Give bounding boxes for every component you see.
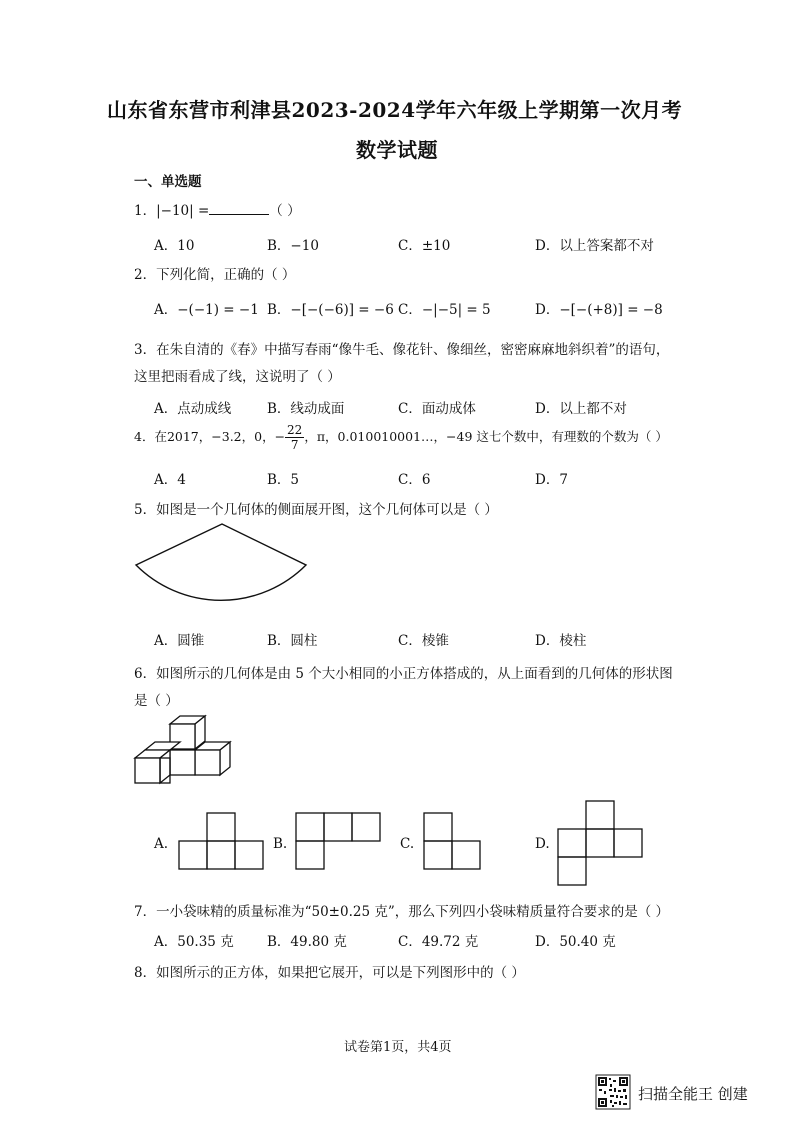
option-b-figure[interactable] <box>295 812 385 872</box>
question-stem: 如图是一个几何体的侧面展开图，这个几何体可以是（ ） <box>156 502 498 518</box>
option-c-figure[interactable] <box>423 812 485 872</box>
question-bracket: （ ） <box>269 203 301 219</box>
sector-figure <box>130 520 310 620</box>
page-title: 山东省东营市利津县2023-2024学年六年级上学期第一次月考 <box>107 98 683 122</box>
answer-blank[interactable] <box>209 202 269 215</box>
page-subtitle: 数学试题 <box>356 138 438 162</box>
option-b[interactable]: B．圆柱 <box>267 633 318 649</box>
option-d[interactable]: D．50.40 克 <box>535 934 616 950</box>
option-a[interactable]: A. <box>154 836 169 852</box>
qr-code-icon <box>596 1075 630 1109</box>
option-b[interactable]: B．−10 <box>267 238 319 254</box>
fraction-numerator: 22 <box>287 423 303 437</box>
question-stem-rest: ，π，0.010010001…，−49 这七个数中，有理数的个数为（ ） <box>304 429 668 444</box>
question-4 <box>134 422 668 452</box>
option-d[interactable]: D．棱柱 <box>535 633 587 649</box>
option-a[interactable]: A．10 <box>154 238 195 254</box>
option-d[interactable]: D．−[−(+8)] = −8 <box>535 302 663 318</box>
cube-stack-figure <box>130 714 240 794</box>
question-number: 5． <box>134 502 157 518</box>
question-number: 4． <box>134 429 155 444</box>
option-a[interactable]: A．4 <box>154 472 186 488</box>
option-c[interactable]: C．面动成体 <box>398 401 476 417</box>
question-stem: |−10| = <box>156 203 210 219</box>
option-c[interactable]: C. <box>400 836 415 852</box>
question-number: 2． <box>134 267 157 283</box>
option-c[interactable]: C．6 <box>398 472 431 488</box>
question-1 <box>134 199 301 219</box>
option-c[interactable]: C．−|−5| = 5 <box>398 302 491 318</box>
question-number: 1． <box>134 203 157 219</box>
option-d-figure[interactable] <box>557 800 647 890</box>
question-8 <box>134 961 525 981</box>
option-b[interactable]: B．49.80 克 <box>267 934 347 950</box>
question-number: 7． <box>134 904 157 920</box>
option-a[interactable]: A．−(−1) = −1 <box>154 302 259 318</box>
question-number: 6． <box>134 666 157 682</box>
question-5 <box>134 498 498 518</box>
question-6-line2: 是（ ） <box>134 693 179 709</box>
question-number: 8． <box>134 965 157 981</box>
option-c[interactable]: C．49.72 克 <box>398 934 479 950</box>
option-a[interactable]: A．圆锥 <box>154 633 205 649</box>
option-d[interactable]: D．以上答案都不对 <box>535 238 654 254</box>
option-a[interactable]: A．点动成线 <box>154 401 232 417</box>
question-stem: 下列化简，正确的（ ） <box>156 267 296 283</box>
question-3-line2: 这里把雨看成了线，这说明了（ ） <box>134 369 341 385</box>
question-3 <box>134 338 669 358</box>
question-7 <box>134 900 669 920</box>
question-stem: 如图所示的正方体，如果把它展开，可以是下列图形中的（ ） <box>156 965 525 981</box>
option-b[interactable]: B．−[−(−6)] = −6 <box>267 302 394 318</box>
page-footer: 试卷第1页，共4页 <box>344 1040 452 1055</box>
option-a-figure[interactable] <box>178 812 268 872</box>
option-d[interactable]: D. <box>535 836 550 852</box>
question-number: 3． <box>134 342 157 358</box>
option-a[interactable]: A．50.35 克 <box>154 934 234 950</box>
option-c[interactable]: C．±10 <box>398 238 451 254</box>
question-6 <box>134 662 673 682</box>
fraction-denominator: 7 <box>290 438 299 452</box>
scanner-watermark: 扫描全能王 创建 <box>638 1085 748 1103</box>
question-stem: 一小袋味精的质量标准为“50±0.25 克”，那么下列四小袋味精质量符合要求的是（ ） <box>156 904 670 920</box>
option-b[interactable]: B. <box>273 836 288 852</box>
option-b[interactable]: B．5 <box>267 472 300 488</box>
option-d[interactable]: D．7 <box>535 472 568 488</box>
question-stem: 如图所示的几何体是由 5 个大小相同的小正方体搭成的，从上面看到的几何体的形状图 <box>156 666 673 682</box>
question-2 <box>134 263 295 283</box>
option-b[interactable]: B．线动成面 <box>267 401 345 417</box>
fraction <box>285 423 304 452</box>
section-label: 一、单选题 <box>134 174 202 190</box>
option-c[interactable]: C．棱锥 <box>398 633 449 649</box>
question-stem: 在2017，−3.2，0，− <box>154 429 286 444</box>
option-d[interactable]: D．以上都不对 <box>535 401 627 417</box>
question-stem: 在朱自清的《春》中描写春雨“像牛毛、像花针、像细丝，密密麻麻地斜织着”的语句， <box>156 342 670 358</box>
